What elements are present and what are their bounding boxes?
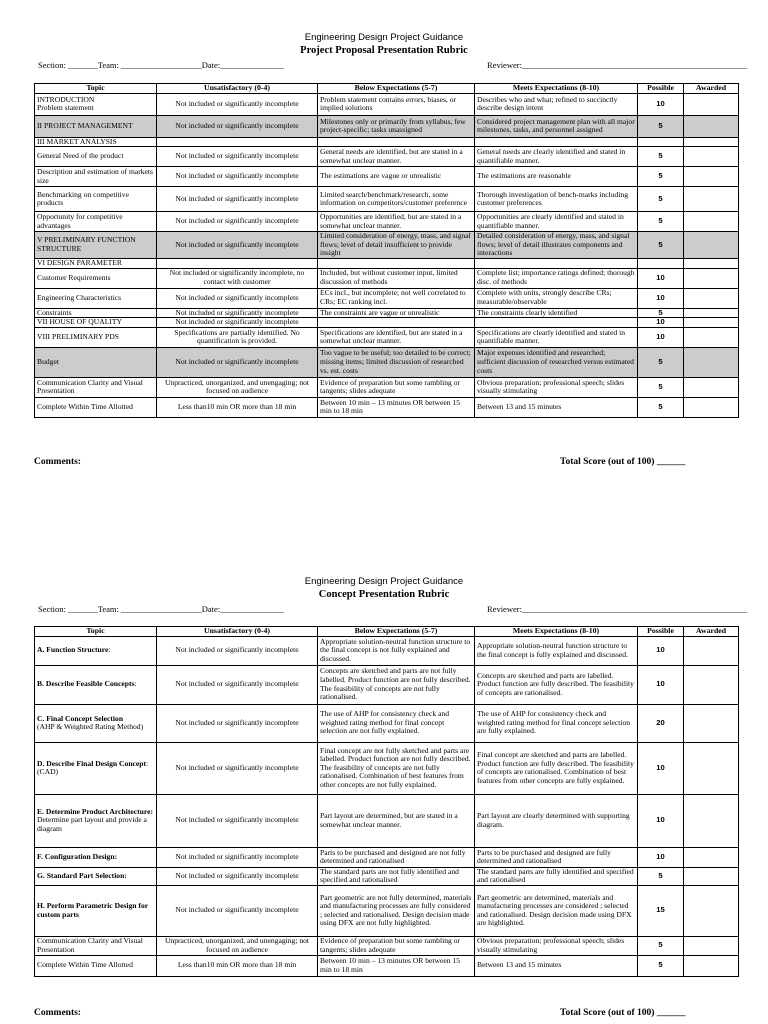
unsatisfactory-cell: Not included or significantly incomplete [157, 636, 318, 665]
table-row [35, 318, 739, 328]
topic-cell [35, 232, 157, 259]
topic-label: Opportunity for competitive advantages [37, 212, 123, 230]
topic-cell [35, 187, 157, 212]
unsatisfactory-cell: Not included or significantly incomplete [157, 742, 318, 794]
awarded-points-cell[interactable] [684, 847, 739, 867]
topic-bold-label: B. Describe Feasible Concepts [37, 679, 135, 689]
below-expectations-cell: The standard parts are not fully identified and specified and rationalised [318, 867, 475, 885]
topic-label: Communication Clarity and Visual Presentation [37, 936, 143, 954]
below-expectations-cell: Between 10 min – 13 minutes OR between 15 min to 18 min [318, 397, 475, 417]
below-expectations-cell: Appropriate solution-neutral function structure to the final concept is not fully explained and discussed. [318, 636, 475, 665]
topic-cell [35, 318, 157, 328]
unsatisfactory-cell [157, 137, 318, 147]
awarded-points-cell[interactable] [684, 885, 739, 936]
header-topic: Topic [35, 84, 157, 94]
meets-expectations-cell: Major expenses identified and researched; sufficient discussion of researched versus estimated costs [475, 347, 638, 377]
header-meets: Meets Expectations (8-10) [475, 84, 638, 94]
below-expectations-cell: Opportunities are identified, but are stated in a somewhat unclear manner. [318, 212, 475, 232]
meets-expectations-cell: Between 13 and 15 minutes [475, 955, 638, 976]
table-row [35, 377, 739, 397]
topic-cell [35, 377, 157, 397]
topic-label: Determine part layout and provide a diagram [37, 815, 147, 833]
topic-label: INTRODUCTION Problem statement [37, 94, 95, 113]
unsatisfactory-cell: Not included or significantly incomplete [157, 847, 318, 867]
topic-label: Complete Within Time Allotted [37, 960, 133, 970]
topic-cell [35, 137, 157, 147]
table-row [35, 115, 739, 137]
meets-expectations-cell: Final concept are sketched and parts are labelled. Product function are fully described. The feasibility of concepts are rationalised. Combination of best features from other concepts are fully explained. [475, 742, 638, 794]
awarded-points-cell[interactable] [684, 115, 739, 137]
topic-cell [35, 847, 157, 867]
possible-points-cell: 5 [638, 397, 684, 417]
topic-bold-label: G. Standard Part Selection: [37, 870, 127, 880]
unsatisfactory-cell: Specifications are partially identified. No quantification is provided. [157, 327, 318, 347]
possible-points-cell: 5 [638, 377, 684, 397]
topic-label: (AHP & Weighted Rating Method) [37, 722, 144, 732]
below-expectations-cell [318, 258, 475, 268]
table-row [35, 936, 739, 955]
topic-cell [35, 147, 157, 167]
header-awarded: Awarded [684, 84, 739, 94]
table-row [35, 288, 739, 308]
awarded-points-cell[interactable] [684, 268, 739, 288]
below-expectations-cell: Between 10 min – 13 minutes OR between 15 min to 18 min [318, 955, 475, 976]
unsatisfactory-cell: Unpracticed, unorganized, and unengaging; not focused on audience [157, 377, 318, 397]
unsatisfactory-cell: Not included or significantly incomplete [157, 147, 318, 167]
table-row [35, 397, 739, 417]
awarded-points-cell[interactable] [684, 187, 739, 212]
topic-label: : (CAD) [37, 758, 149, 777]
topic-label: VI DESIGN PARAMETER [37, 258, 122, 267]
below-expectations-cell: Concepts are sketched and parts are not fully labelled. Product function are not fully described. The feasibility of concepts are not fully rationalised. [318, 665, 475, 704]
rubric-title: Project Proposal Presentation Rubric [300, 45, 468, 56]
topic-cell [35, 742, 157, 794]
concept-rubric-table [34, 626, 739, 977]
awarded-points-cell[interactable] [684, 936, 739, 955]
awarded-points-cell[interactable] [684, 347, 739, 377]
possible-points-cell: 10 [638, 636, 684, 665]
awarded-points-cell[interactable] [684, 377, 739, 397]
possible-points-cell: 10 [638, 318, 684, 328]
header-unsatisfactory: Unsatisfactory (0-4) [157, 627, 318, 637]
topic-cell [35, 347, 157, 377]
below-expectations-cell: Too vague to be useful; too detailed to be correct; missing items; limited discussion of researched vs. est. costs [318, 347, 475, 377]
possible-points-cell: 5 [638, 212, 684, 232]
possible-points-cell: 5 [638, 147, 684, 167]
doc-title: Engineering Design Project Guidance [304, 32, 464, 43]
table-row [35, 665, 739, 704]
below-expectations-cell: Part geometric are not fully determined, materials and manufacturing processes are fully considered ; selected and rationalised. Design decision made using DFX are not fully highlighted. [318, 885, 475, 936]
header-awarded: Awarded [684, 627, 739, 637]
reviewer-field[interactable]: Reviewer:_____________________________________________________ [487, 60, 748, 70]
section-team-date-field[interactable]: Section: _______Team: ___________________Date:_______________ [38, 60, 284, 70]
unsatisfactory-cell: Not included or significantly incomplete [157, 347, 318, 377]
possible-points-cell: 10 [638, 794, 684, 847]
topic-bold-label: F. Configuration Design: [37, 851, 118, 861]
total-score-field[interactable]: Total Score (out of 100) ______ [560, 1008, 686, 1018]
table-row [35, 187, 739, 212]
topic-label: Engineering Characteristics [37, 292, 122, 302]
possible-points-cell: 10 [638, 268, 684, 288]
table-row [35, 212, 739, 232]
below-expectations-cell: Included, but without customer input, limited discussion of methods [318, 268, 475, 288]
topic-cell [35, 867, 157, 885]
header-possible: Possible [638, 627, 684, 637]
topic-label: : [134, 679, 137, 689]
below-expectations-cell: General needs are identified, but are stated in a somewhat unclear manner. [318, 147, 475, 167]
topic-cell [35, 93, 157, 115]
below-expectations-cell: Parts to be purchased and designed are not fully determined and rationalised [318, 847, 475, 867]
table-header-row [35, 627, 739, 637]
table-row [35, 847, 739, 867]
awarded-points-cell[interactable] [684, 288, 739, 308]
meets-expectations-cell: Appropriate solution-neutral function structure to the final concept is fully explained and discussed. [475, 636, 638, 665]
meets-expectations-cell: Complete with units, strongly describe CRs; measurable/observable [475, 288, 638, 308]
unsatisfactory-cell: Not included or significantly incomplete [157, 232, 318, 259]
table-row [35, 636, 739, 665]
topic-label: Customer Requirements [37, 272, 111, 282]
topic-bold-label: E. Determine Product Architecture: [37, 806, 153, 816]
table-row [35, 93, 739, 115]
meets-expectations-cell: The constraints clearly identified [475, 308, 638, 318]
topic-label: General Need of the product [37, 151, 124, 161]
awarded-points-cell[interactable] [684, 93, 739, 115]
below-expectations-cell: Evidence of preparation but some rambling or tangents; slides adequate [318, 377, 475, 397]
topic-label: VII HOUSE OF QUALITY [37, 317, 122, 327]
topic-cell [35, 327, 157, 347]
table-row [35, 327, 739, 347]
possible-points-cell: 10 [638, 93, 684, 115]
header-unsatisfactory: Unsatisfactory (0-4) [157, 84, 318, 94]
table-row [35, 167, 739, 187]
topic-cell [35, 115, 157, 137]
topic-bold-label: D. Describe Final Design Concept [37, 758, 147, 768]
awarded-points-cell[interactable] [684, 212, 739, 232]
topic-cell [35, 258, 157, 268]
concept-rubric [0, 576, 768, 616]
topic-label: Budget [37, 356, 59, 366]
topic-label: VIII PRELIMINARY PDS [37, 331, 119, 341]
possible-points-cell: 5 [638, 936, 684, 955]
below-expectations-cell: ECs incl., but incomplete; not well correlated to CRs; EC ranking incl. [318, 288, 475, 308]
unsatisfactory-cell: Not included or significantly incomplete [157, 665, 318, 704]
table-row [35, 308, 739, 318]
awarded-points-cell[interactable] [684, 742, 739, 794]
below-expectations-cell: Final concept are not fully sketched and parts are labelled. Product function are not fully described. The feasibility of concepts are not fully rationalised. Combination of best features from other concepts are not fully explained. [318, 742, 475, 794]
meets-expectations-cell: Detailed consideration of energy, mass, and signal flows; level of detail illustrates components and interactions [475, 232, 638, 259]
possible-points-cell: 20 [638, 704, 684, 742]
awarded-points-cell[interactable] [684, 258, 739, 268]
possible-points-cell: 10 [638, 327, 684, 347]
unsatisfactory-cell: Not included or significantly incomplete [157, 187, 318, 212]
possible-points-cell: 10 [638, 742, 684, 794]
meets-expectations-cell: Opportunities are clearly identified and stated in quantifiable manner. [475, 212, 638, 232]
possible-points-cell: 5 [638, 187, 684, 212]
possible-points-cell: 15 [638, 885, 684, 936]
table-row [35, 268, 739, 288]
unsatisfactory-cell [157, 258, 318, 268]
awarded-points-cell[interactable] [684, 327, 739, 347]
possible-points-cell: 5 [638, 867, 684, 885]
awarded-points-cell[interactable] [684, 167, 739, 187]
below-expectations-cell: Limited search/benchmark/research, some information on competitors/customer preference [318, 187, 475, 212]
meets-expectations-cell: Specifications are clearly identified and stated in quantifiable manner. [475, 327, 638, 347]
possible-points-cell: 5 [638, 955, 684, 976]
unsatisfactory-cell: Not included or significantly incomplete [157, 794, 318, 847]
meets-expectations-cell: General needs are clearly identified and stated in quantifiable manner. [475, 147, 638, 167]
topic-cell [35, 704, 157, 742]
table-row [35, 867, 739, 885]
below-expectations-cell: Specifications are identified, but are stated in a somewhat unclear manner. [318, 327, 475, 347]
meets-expectations-cell [475, 137, 638, 147]
table-row [35, 347, 739, 377]
comments-label: Comments: [34, 1008, 81, 1018]
topic-bold-label: H. Perform Parametric Design for custom parts [37, 901, 148, 919]
topic-cell [35, 936, 157, 955]
below-expectations-cell: The constraints are vague or unrealistic [318, 308, 475, 318]
topic-label: Complete Within Time Allotted [37, 401, 133, 411]
meets-expectations-cell: Between 13 and 15 minutes [475, 397, 638, 417]
topic-cell [35, 167, 157, 187]
unsatisfactory-cell: Not included or significantly incomplete [157, 867, 318, 885]
topic-label: Benchmarking on competitive products [37, 189, 129, 208]
awarded-points-cell[interactable] [684, 137, 739, 147]
below-expectations-cell: Evidence of preparation but some rambling or tangents; slides adequate [318, 936, 475, 955]
table-row [35, 147, 739, 167]
section-team-date-field[interactable]: Section: _______Team: ___________________Date:_______________ [38, 604, 284, 614]
meets-expectations-cell: Describes who and what; refined to succinctly describe design intent [475, 93, 638, 115]
table-row [35, 137, 739, 147]
meets-expectations-cell: Thorough investigation of bench-marks including customer preferences [475, 187, 638, 212]
below-expectations-cell [318, 318, 475, 328]
below-expectations-cell: The use of AHP for consistency check and weighted rating method for final concept selection are not fully explained. [318, 704, 475, 742]
unsatisfactory-cell: Not included or significantly incomplete [157, 318, 318, 328]
table-header-row [35, 84, 739, 94]
unsatisfactory-cell: Not included or significantly incomplete [157, 115, 318, 137]
table-row [35, 258, 739, 268]
unsatisfactory-cell: Not included or significantly incomplete [157, 167, 318, 187]
header-topic: Topic [35, 627, 157, 637]
topic-cell [35, 636, 157, 665]
topic-bold-label: A. Function Structure [37, 645, 109, 655]
meta-line [0, 604, 768, 616]
possible-points-cell: 5 [638, 308, 684, 318]
table-row [35, 955, 739, 976]
meets-expectations-cell: Obvious preparation; professional speech; slides visually stimulating [475, 377, 638, 397]
total-score-field[interactable]: Total Score (out of 100) ______ [560, 457, 686, 467]
unsatisfactory-cell: Not included or significantly incomplete [157, 212, 318, 232]
awarded-points-cell[interactable] [684, 665, 739, 704]
possible-points-cell: 5 [638, 115, 684, 137]
possible-points-cell: 5 [638, 167, 684, 187]
table-row [35, 794, 739, 847]
meets-expectations-cell: Considered project management plan with all major milestones, tasks, and personnel assigned [475, 115, 638, 137]
topic-label: III MARKET ANALYSIS [37, 137, 117, 146]
awarded-points-cell[interactable] [684, 397, 739, 417]
awarded-points-cell[interactable] [684, 308, 739, 318]
below-expectations-cell: Limited consideration of energy, mass, and signal flows; level of detail insufficient to provide insight [318, 232, 475, 259]
reviewer-field[interactable]: Reviewer:_____________________________________________________ [487, 604, 748, 614]
awarded-points-cell[interactable] [684, 955, 739, 976]
header-below: Below Expectations (5-7) [318, 627, 475, 637]
header-below: Below Expectations (5-7) [318, 84, 475, 94]
meets-expectations-cell: Concepts are sketched and parts are labelled. Product function are fully described. The feasibility of concepts are rationalised. [475, 665, 638, 704]
proposal-rubric-table [34, 83, 739, 418]
topic-label: V PRELIMINARY FUNCTION STRUCTURE [37, 235, 136, 254]
header-possible: Possible [638, 84, 684, 94]
possible-points-cell: 10 [638, 288, 684, 308]
meets-expectations-cell: Part layout are clearly determined with supporting diagram. [475, 794, 638, 847]
meets-expectations-cell: The estimations are reasonable [475, 167, 638, 187]
table-row [35, 232, 739, 259]
awarded-points-cell[interactable] [684, 867, 739, 885]
topic-cell [35, 288, 157, 308]
possible-points-cell: 10 [638, 665, 684, 704]
topic-label: : [108, 645, 111, 655]
below-expectations-cell: Milestones only or primarily from syllabus, few project-specific; tasks unassigned [318, 115, 475, 137]
topic-label: Description and estimation of markets size [37, 167, 153, 185]
unsatisfactory-cell: Not included or significantly incomplete [157, 288, 318, 308]
table-row [35, 742, 739, 794]
awarded-points-cell[interactable] [684, 232, 739, 259]
rubric-title: Concept Presentation Rubric [318, 589, 450, 600]
meets-expectations-cell: The use of AHP for consistency check and weighted rating method for final concept selection are fully explained. [475, 704, 638, 742]
table-row [35, 704, 739, 742]
awarded-points-cell[interactable] [684, 318, 739, 328]
topic-cell [35, 885, 157, 936]
table-row [35, 885, 739, 936]
meets-expectations-cell: Complete list; importance ratings defined; thorough disc. of methods [475, 268, 638, 288]
below-expectations-cell: The estimations are vague or unrealistic [318, 167, 475, 187]
topic-label: Constraints [37, 308, 72, 317]
topic-cell [35, 308, 157, 318]
proposal-rubric [0, 32, 768, 72]
topic-cell [35, 665, 157, 704]
unsatisfactory-cell: Not included or significantly incomplete [157, 885, 318, 936]
meets-expectations-cell: Parts to be purchased and designed are fully determined and rationalised [475, 847, 638, 867]
header-meets: Meets Expectations (8-10) [475, 627, 638, 637]
awarded-points-cell[interactable] [684, 704, 739, 742]
topic-cell [35, 794, 157, 847]
topic-cell [35, 397, 157, 417]
meets-expectations-cell [475, 318, 638, 328]
topic-label: II PROJECT MANAGEMENT [37, 120, 133, 130]
unsatisfactory-cell: Not included or significantly incomplete [157, 93, 318, 115]
meets-expectations-cell: Obvious preparation; professional speech; slides visually stimulating [475, 936, 638, 955]
topic-cell [35, 268, 157, 288]
topic-bold-label: C. Final Concept Selection [37, 713, 124, 723]
below-expectations-cell: Problem statement contains errors, biases, or implied solutions [318, 93, 475, 115]
awarded-points-cell[interactable] [684, 636, 739, 665]
meets-expectations-cell: The standard parts are fully identified and specified and rationalised [475, 867, 638, 885]
awarded-points-cell[interactable] [684, 147, 739, 167]
possible-points-cell: 5 [638, 232, 684, 259]
unsatisfactory-cell: Not included or significantly incomplete [157, 308, 318, 318]
topic-label: Communication Clarity and Visual Presentation [37, 377, 143, 396]
below-expectations-cell: Part layout are determined, but are stated in a somewhat unclear manner. [318, 794, 475, 847]
topic-cell [35, 955, 157, 976]
meets-expectations-cell [475, 258, 638, 268]
doc-title: Engineering Design Project Guidance [304, 576, 464, 587]
possible-points-cell [638, 258, 684, 268]
meta-line [0, 60, 768, 72]
comments-label: Comments: [34, 457, 81, 467]
unsatisfactory-cell: Less than10 min OR more than 18 min [157, 955, 318, 976]
awarded-points-cell[interactable] [684, 794, 739, 847]
possible-points-cell [638, 137, 684, 147]
unsatisfactory-cell: Not included or significantly incomplete [157, 704, 318, 742]
unsatisfactory-cell: Less than10 min OR more than 18 min [157, 397, 318, 417]
possible-points-cell: 10 [638, 847, 684, 867]
meets-expectations-cell: Part geometric are determined, materials and manufacturing processes are considered ; selected and rationalised. Design decision made using DFX are highlighted. [475, 885, 638, 936]
below-expectations-cell [318, 137, 475, 147]
topic-cell [35, 212, 157, 232]
unsatisfactory-cell: Unpracticed, unorganized, and unengaging; not focused on audience [157, 936, 318, 955]
unsatisfactory-cell: Not included or significantly incomplete, no contact with customer [157, 268, 318, 288]
possible-points-cell: 5 [638, 347, 684, 377]
